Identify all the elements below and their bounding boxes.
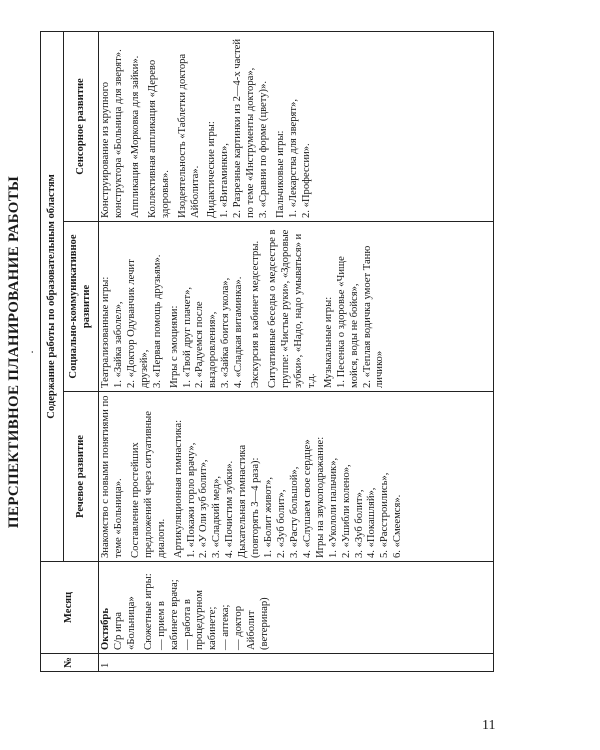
list-item: 1. «Лекарства для зверят»,	[287, 98, 299, 218]
emotion-heading: Игры с эмоциями:	[168, 305, 180, 388]
list-item: 2. Разрезные картинки из 2—4-х частей по теме «Инструменты доктора»,	[232, 39, 257, 218]
list-item: 3. «Зуб болит»,	[353, 489, 365, 558]
speech-intro-2: Составление простейших предложений через ситуативные диалоги.	[129, 410, 167, 558]
header-sensory: Сенсорное развитие	[64, 31, 99, 221]
artic-heading: Артикуляционная гимнастика:	[172, 419, 184, 558]
list-item: 4. «Слушаем свое сердце»	[301, 439, 313, 558]
header-row-1	[41, 31, 64, 671]
list-item: 3. «Первая помощь друзьям».	[151, 254, 163, 388]
finger-heading: Пальчиковые игры:	[275, 130, 287, 218]
list-item: 1. «Покажи горло врачу»,	[185, 442, 197, 558]
list-item: 2. «У Оли зуб болит»,	[198, 459, 210, 558]
list-item: 1. «Болит живот»,	[263, 476, 275, 558]
month-cell	[99, 562, 494, 654]
talks-text: Ситуативные беседы о медсестре в группе: «Чистые руки», «Здоровые зубки», «Надо, надо умываться» и т.д.	[267, 229, 317, 388]
list-item: 3. «Сравни по форме (цвету)».	[258, 80, 270, 218]
plot-heading: Сюжетные игры:	[142, 573, 154, 650]
plot-item: — прием в кабинете врача;	[155, 579, 180, 650]
sensory-cell	[99, 31, 494, 221]
title-dot: .	[22, 350, 36, 354]
list-item: 2. «Ушибли колено»,	[340, 464, 352, 558]
plot-item: — аптека;	[220, 604, 232, 650]
header-speech: Речевое развитие	[64, 392, 99, 562]
breath-heading: Дыхательная гимнастика (повторять 3—4 раза):	[237, 444, 262, 558]
header-social: Социально-коммуникативное развитие	[64, 222, 99, 392]
list-item: 4. «Покашляй»,	[366, 487, 378, 558]
theatre-heading: Театрализованные игры:	[100, 276, 111, 388]
list-item: 2. «Зуб болит»,	[275, 489, 287, 558]
sensory-item-4: Изодеятельность «Таблетки доктора Айболита».	[176, 53, 201, 218]
sensory-item-1: Конструирование из крупного конструктора «Больница для зверят».	[100, 49, 124, 218]
list-item: 5. «Расстроились»,	[379, 472, 391, 558]
header-content-group: Содержание работы по образовательным областям	[41, 31, 64, 561]
plot-item: — работа в процедурном кабинете;	[181, 590, 219, 650]
list-item: 4. «Сладкая витаминка».	[233, 276, 245, 388]
page-number: 11	[482, 718, 496, 733]
header-num: №	[41, 654, 99, 672]
role-game: С/р игра «Больница»	[112, 596, 137, 650]
didactic-heading: Дидактические игры:	[206, 121, 218, 218]
plot-item: — доктор Айболит (ветеринар)	[233, 597, 271, 650]
header-month: Месяц	[41, 562, 99, 654]
list-item: 4. «Почистим зубки».	[224, 460, 236, 558]
music-heading: Музыкальные игры:	[322, 296, 334, 388]
speech-intro-1: Знакомство с новыми понятиями по теме «Больница».	[100, 395, 124, 558]
list-item: 2. «Доктор Одуванчик лечит друзей»,	[125, 259, 150, 388]
list-item: 1. «Твой друг плачет»,	[181, 286, 193, 388]
list-item: 2. «Радуемся после выздоровления»,	[194, 301, 219, 388]
list-item: 6. «Смеемся».	[392, 494, 404, 558]
table-row	[99, 31, 494, 671]
speech-cell	[99, 392, 494, 562]
rotated-page-content	[0, 22, 520, 682]
list-item: 1. «Витаминки»,	[219, 143, 231, 218]
list-item: 1. «Зайка заболел»,	[112, 301, 124, 388]
list-item: 2. «Теплая водичка умоет Таню личико»	[361, 245, 386, 388]
row-number: 1	[99, 654, 494, 672]
list-item: 3. «Расту большой»,	[288, 466, 300, 558]
list-item: 3. «Сладкий мед»,	[211, 475, 223, 558]
list-item: 1. Песенка о здоровье «Чище мойся, воды не бойся»,	[335, 256, 360, 388]
sensory-item-3: Коллективная аппликация «Дерево здоровья».	[146, 59, 171, 218]
planning-table	[40, 31, 494, 672]
month-name: Октябрь	[100, 608, 111, 650]
list-item: 3. «Зайка боится укола»,	[220, 277, 232, 388]
list-item: 1. «Укололи пальчик»,	[327, 457, 339, 558]
list-item: 2. «Профессии».	[300, 143, 312, 218]
sensory-item-2: Аппликация «Морковка для зайки».	[129, 55, 141, 218]
sound-heading: Игры на звукоподражание:	[314, 436, 326, 558]
social-cell	[99, 222, 494, 392]
page-title: ПЕРСПЕКТИВНОЕ ПЛАНИРОВАНИЕ РАБОТЫ	[6, 175, 22, 529]
excursion-text: Экскурсия в кабинет медсестры.	[250, 240, 262, 388]
